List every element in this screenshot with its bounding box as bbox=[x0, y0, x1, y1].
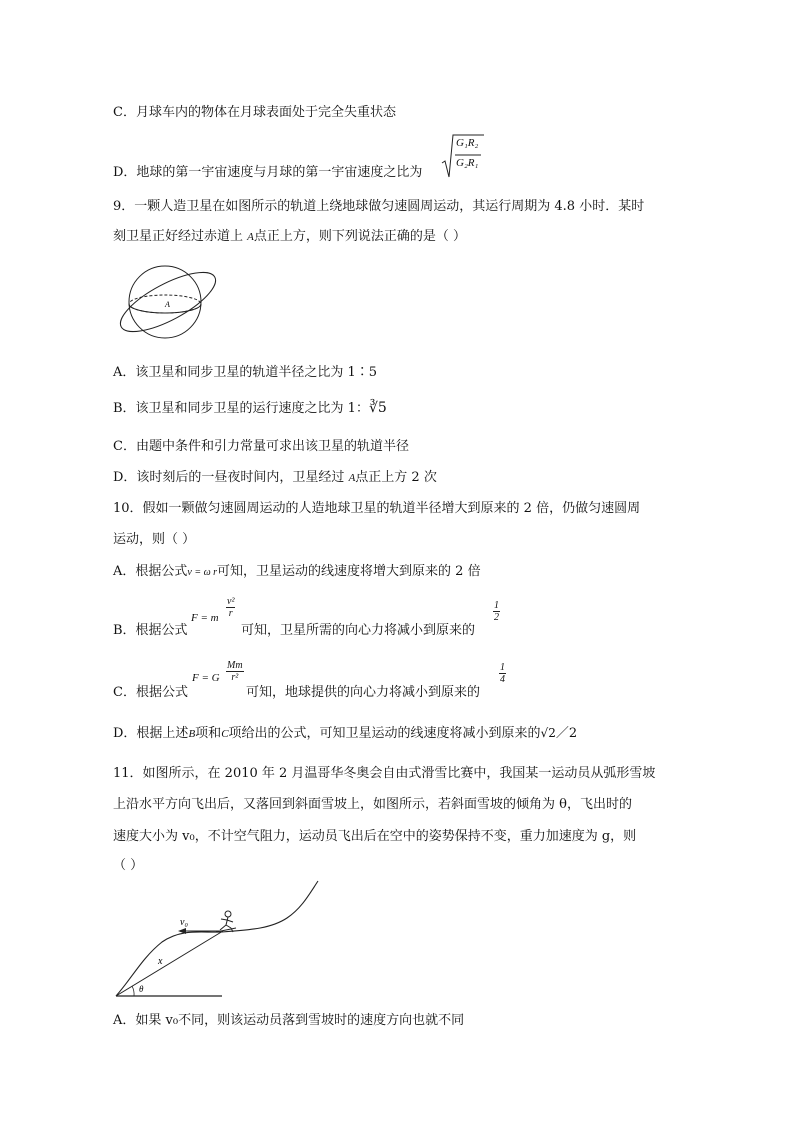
q10-optd-c: ／2 bbox=[555, 726, 578, 741]
q10-optb-fnum: 1 bbox=[494, 600, 499, 611]
angle-arc bbox=[132, 986, 134, 996]
q10-optb-fden: 2 bbox=[494, 612, 499, 623]
q11-stem-line3: 速度大小为 v₀，不计空气阻力，运动员飞出后在空中的姿势保持不变，重力加速度为 g，则 bbox=[113, 829, 637, 844]
q8-optd-numerator: G₁R₂ bbox=[456, 137, 479, 149]
q8-option-d-text: D．地球的第一宇宙速度与月球的第一宇宙速度之比为 bbox=[113, 165, 423, 180]
q10-stem-line2: 运动，则（ ） bbox=[113, 532, 196, 547]
q10-optb-text: 可知，卫星所需的向心力将减小到原来的 bbox=[241, 623, 476, 638]
q10-optc-text: 可知，地球提供的向心力将减小到原来的 bbox=[246, 685, 481, 700]
q9-stem-line2 bbox=[113, 228, 466, 246]
q10-option-d bbox=[113, 724, 577, 743]
q10-optc-result-fraction bbox=[499, 662, 506, 685]
q11-option-a: A．如果 v₀不同，则该运动员落到雪坡时的速度方向也就不同 bbox=[113, 1013, 465, 1028]
q9-optd-b: 点正上方 2 次 bbox=[355, 470, 437, 485]
q8-option-d bbox=[113, 164, 422, 182]
q10-optb-num: v² bbox=[227, 596, 235, 607]
q9-optd-a: D．该时刻后的一昼夜时间内，卫星经过 bbox=[113, 470, 349, 485]
q10-optd-mid: 项和 bbox=[195, 726, 222, 741]
q10-opta-b: 可知，卫星运动的线速度将增大到原来的 2 倍 bbox=[217, 564, 481, 579]
q9-option-d bbox=[113, 469, 437, 487]
q10-optb-den: r bbox=[228, 608, 233, 619]
q11-ski-slope-figure bbox=[112, 878, 327, 998]
q10-opta-a: A．根据公式 bbox=[113, 564, 188, 579]
q10-optb-formula-f: F = m bbox=[191, 612, 219, 624]
q8-optd-denominator: G₂R₁ bbox=[456, 157, 479, 169]
q10-option-c: C．根据公式 bbox=[113, 685, 188, 700]
q10-optc-den: r² bbox=[231, 672, 239, 683]
q9-optd-point-a: A bbox=[348, 472, 356, 484]
q9-point-a: A bbox=[247, 231, 254, 243]
q10-option-a bbox=[113, 563, 481, 582]
q8-option-d-sqrt-fraction bbox=[441, 133, 483, 179]
q10-optc-fraction bbox=[226, 660, 244, 683]
skier-icon bbox=[216, 911, 236, 932]
q10-option-b: B．根据公式 bbox=[113, 623, 188, 638]
q10-optd-c-label: C bbox=[221, 728, 229, 740]
q11-stem-line2: 上沿水平方向飞出后，又落回到斜面雪坡上，如图所示，若斜面雪坡的倾角为 θ，飞出时的 bbox=[113, 797, 632, 812]
q9-globe-orbit-figure bbox=[113, 262, 223, 342]
q10-optb-fraction bbox=[226, 596, 235, 619]
q10-optd-root: √2 bbox=[540, 726, 556, 740]
q10-opta-formula: v = ω r bbox=[187, 567, 218, 578]
q9-option-a: A．该卫星和同步卫星的轨道半径之比为 1∶5 bbox=[113, 365, 378, 380]
q11-stem-line4: （ ） bbox=[113, 858, 144, 873]
q9-option-c: C．由题中条件和引力常量可求出该卫星的轨道半径 bbox=[113, 439, 409, 454]
fig-v0-label: v₀ bbox=[180, 917, 188, 928]
q10-optc-fnum: 1 bbox=[500, 662, 505, 673]
q10-optc-num: Mm bbox=[227, 660, 243, 671]
q10-optc-formula-f: F = G bbox=[192, 672, 220, 684]
q10-optd-a: D．根据上述 bbox=[113, 726, 189, 741]
q10-optc-fden: 4 bbox=[500, 674, 505, 685]
q9-stem2-a: 刻卫星正好经过赤道上 bbox=[113, 229, 248, 244]
fig-theta-label: θ bbox=[139, 984, 144, 994]
q9-stem-line1: 9．一颗人造卫星在如图所示的轨道上绕地球做匀速圆周运动，其运行周期为 4.8 小时．某时 bbox=[113, 199, 645, 214]
q8-option-c: C．月球车内的物体在月球表面处于完全失重状态 bbox=[113, 105, 396, 120]
q10-optd-b-label: B bbox=[188, 728, 196, 740]
q9-optb-text: B．该卫星和同步卫星的运行速度之比为 1： bbox=[113, 401, 369, 416]
q9-optb-cube-root: ∛5 bbox=[368, 400, 387, 416]
fig-x-label: x bbox=[158, 956, 163, 967]
q10-stem-line1: 10．假如一颗做匀速圆周运动的人造地球卫星的轨道半径增大到原来的 2 倍，仍做匀速圆周 bbox=[113, 501, 641, 516]
q11-stem-line1: 11．如图所示，在 2010 年 2 月温哥华冬奥会自由式滑雪比赛中，我国某一运动员从弧形雪坡 bbox=[113, 766, 656, 781]
curved-slope bbox=[116, 881, 318, 996]
q10-optd-b: 项给出的公式，可知卫星运动的线速度将减小到原来的 bbox=[228, 726, 541, 741]
q10-optb-result-fraction bbox=[493, 600, 500, 623]
q9-fig-label-a: A bbox=[165, 300, 170, 309]
q9-stem2-b: 点正上方，则下列说法正确的是（ ） bbox=[253, 229, 467, 244]
q9-option-b bbox=[113, 399, 387, 418]
